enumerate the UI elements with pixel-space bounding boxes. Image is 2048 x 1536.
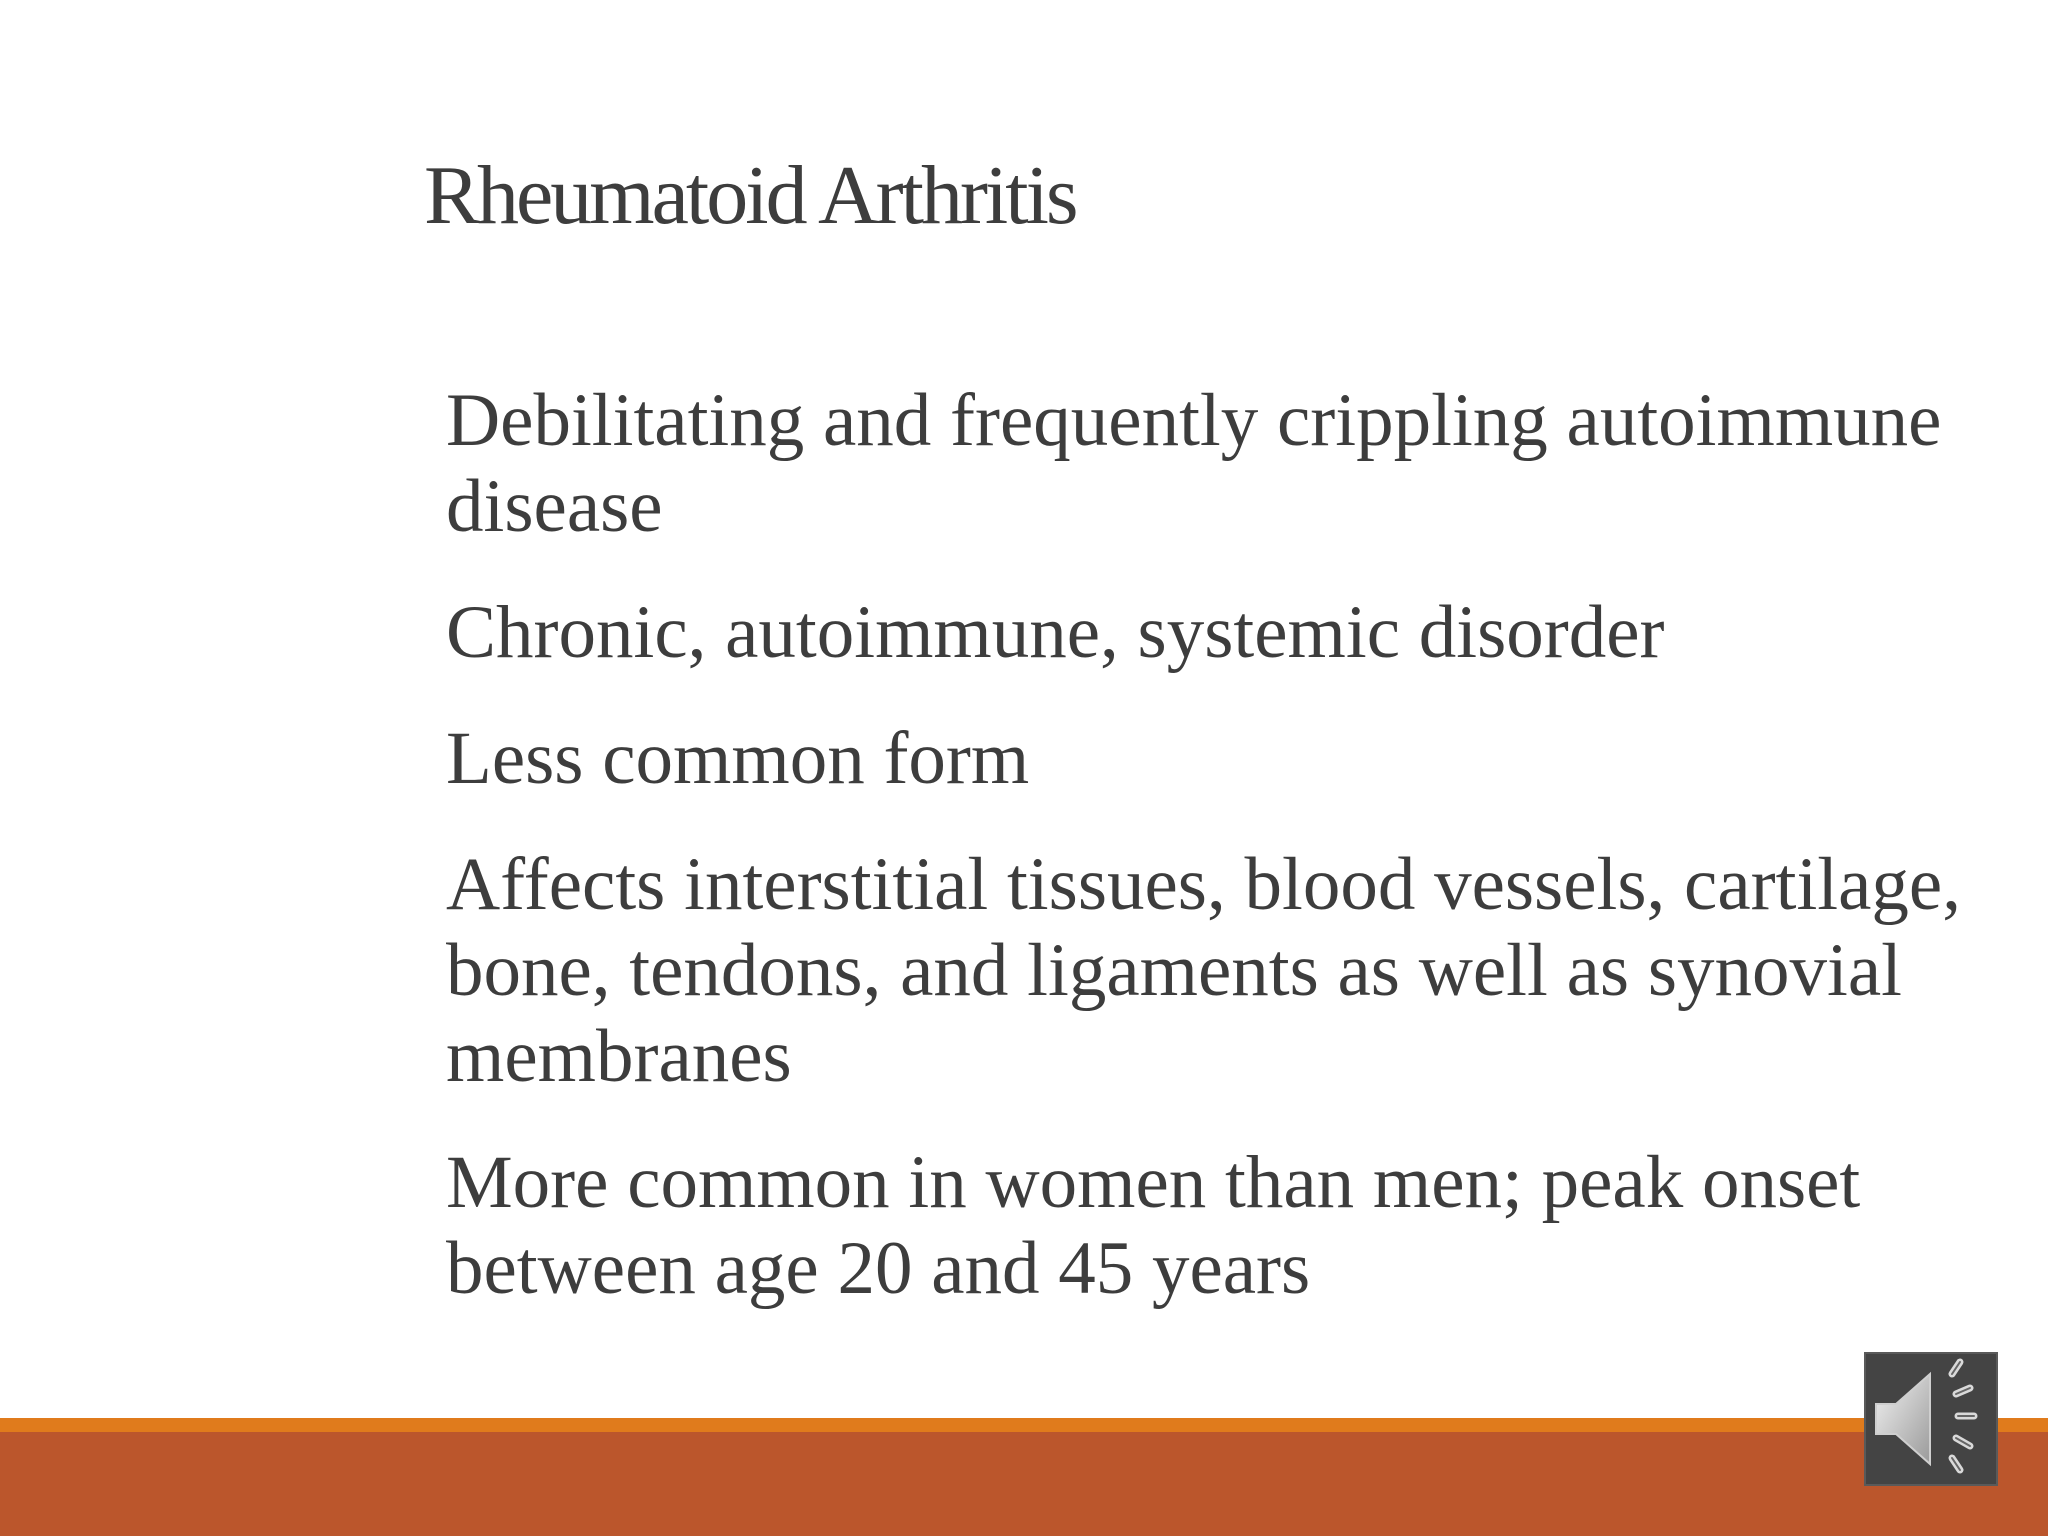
audio-play-button[interactable] bbox=[1864, 1352, 1998, 1486]
slide-title: Rheumatoid Arthritis bbox=[424, 149, 1076, 242]
bullet-item: Affects interstitial tissues, blood vessels, cartilage, bone, tendons, and ligaments as well as synovial membranes bbox=[446, 843, 1961, 1098]
bullet-list bbox=[446, 378, 2036, 1352]
bullet-item: More common in women than men; peak onset between age 20 and 45 years bbox=[446, 1141, 1861, 1310]
bullet-item: Chronic, autoimmune, systemic disorder bbox=[446, 591, 1665, 674]
footer-bar bbox=[0, 1432, 2048, 1536]
bullet-item: Debilitating and frequently crippling autoimmune disease bbox=[446, 379, 1942, 548]
footer-accent-bar bbox=[0, 1418, 2048, 1432]
speaker-icon bbox=[1866, 1354, 1996, 1484]
bullet-item: Less common form bbox=[446, 717, 1030, 800]
